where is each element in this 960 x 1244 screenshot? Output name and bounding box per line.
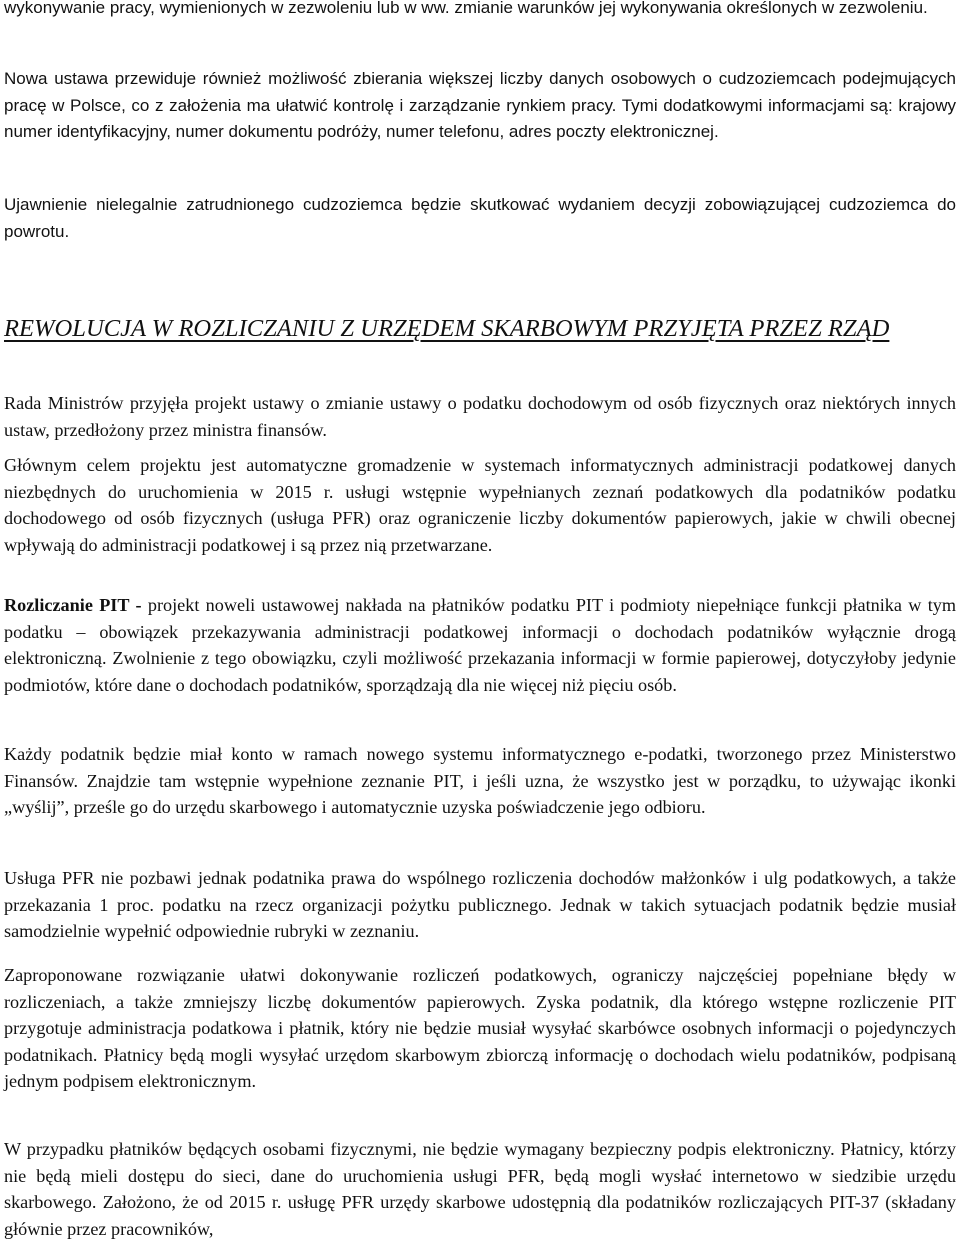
intro-paragraph-3: Ujawnienie nielegalnie zatrudnionego cudzoziemca będzie skutkować wydaniem decyzji zobowiązującej cudzoziemca do powrotu. [4,195,956,241]
section-paragraph-6: Zaproponowane rozwiązanie ułatwi dokonywanie rozliczeń podatkowych, ograniczy najczęściej popełniane błędy w rozliczeniach, a także zmniejszy liczbę dokumentów papierowych. Zyska podatnik, dla którego wstępne rozliczenie PIT przygotuje administracja podatkowa i płatnik, który nie będzie musiał wysyłać skarbówce osobnych informacji o pojedynczych podatnikach. Płatnicy będą mogli wysyłać urzędom skarbowym zbiorczą informację o dochodach wielu podatników, podpisaną jednym podpisem elektronicznym. [4,965,956,1092]
pit-paragraph-text: projekt noweli ustawowej nakłada na płatników podatku PIT i podmioty niepełniące funkcji płatnika w tym podatku – obowiązek przekazywania administracji podatkowej informacji o dochodach podatników wyłącznie drogą elektroniczną. Zwolnienie z tego obowiązku, czyli możliwość przekazania informacji w formie papierowej, dotyczyłoby jedynie podmiotów, które dane o dochodach podatników, sporządzają dla nie więcej niż pięciu osób. [4,595,956,695]
section-paragraph-1: Rada Ministrów przyjęła projekt ustawy o zmianie ustawy o podatku dochodowym od osób fizycznych oraz niektórych innych ustaw, przedłożony przez ministra finansów. [4,393,956,440]
section-paragraph-2: Głównym celem projektu jest automatyczne gromadzenie w systemach informatycznych administracji podatkowej danych niezbędnych do uruchomienia w 2015 r. usługi wstępnie wypełnianych zeznań podatkowych dla podatników podatku dochodowego od osób fizycznych (usługa PFR) oraz ograniczenie liczby dokumentów papierowych, jakie w chwili obecnej wpływają do administracji podatkowej i są przez nią przetwarzane. [4,455,956,555]
section-paragraph-3 [4,592,956,698]
intro-paragraph-2: Nowa ustawa przewiduje również możliwość zbierania większej liczby danych osobowych o cudzoziemcach podejmujących pracę w Polsce, co z założenia ma ułatwić kontrolę i zarządzanie rynkiem pracy. Tymi dodatkowymi informacjami są: krajowy numer identyfikacyjny, numer dokumentu podróży, numer telefonu, adres poczty elektronicznej. [4,69,956,142]
intro-paragraph-1: wykonywanie pracy, wymienionych w zezwoleniu lub w ww. zmianie warunków jej wykonywania określonych w zezwoleniu. [4,0,928,17]
section-heading: REWOLUCJA W ROZLICZANIU Z URZĘDEM SKARBOWYM PRZYJĘTA PRZEZ RZĄD [4,315,890,342]
section-paragraph-4: Każdy podatnik będzie miał konto w ramach nowego systemu informatycznego e-podatki, tworzonego przez Ministerstwo Finansów. Znajdzie tam wstępnie wypełnione zeznanie PIT, i jeśli uzna, że wszystko jest w porządku, to używając ikonki „wyślij”, prześle go do urzędu skarbowego i automatycznie uzyska poświadczenie jego odbioru. [4,744,956,818]
pit-lead-label: Rozliczanie PIT - [4,595,142,615]
section-paragraph-7: W przypadku płatników będących osobami fizycznymi, nie będzie wymagany bezpieczny podpis elektroniczny. Płatnicy, którzy nie będą mieli dostępu do sieci, dane do uruchomienia usługi PFR, będą mogli wysłać internetowo w siedzibie urzędu skarbowego. Założono, że od 2015 r. usługę PFR urzędy skarbowe udostępnią dla podatników rozliczających PIT-37 (składany głównie przez pracowników, [4,1139,956,1239]
section-paragraph-5: Usługa PFR nie pozbawi jednak podatnika prawa do wspólnego rozliczenia dochodów małżonków i ulg podatkowych, a także przekazania 1 proc. podatku na rzecz organizacji pożytku publicznego. Jednak w takich sytuacjach podatnik będzie musiał samodzielnie wypełnić odpowiednie rubryki w zeznaniu. [4,868,956,942]
